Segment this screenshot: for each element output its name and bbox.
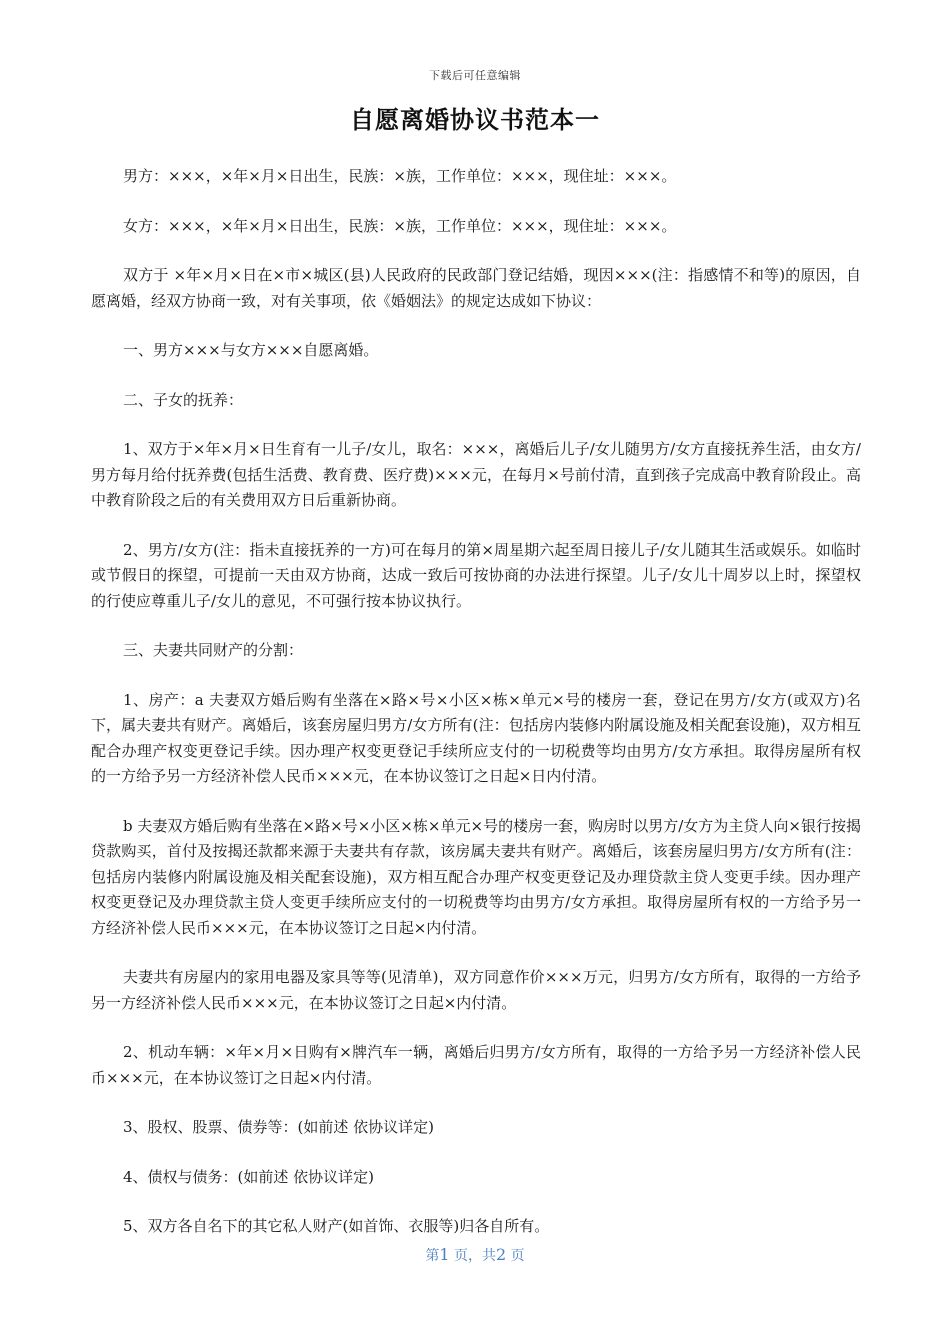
footer-prefix: 第 [425, 1248, 440, 1264]
header-note: 下载后可任意编辑 [429, 69, 521, 82]
paragraph-clause-3-heading: 三、夫妻共同财产的分割： [123, 641, 304, 659]
paragraph-clause-2-heading: 二、子女的抚养： [123, 390, 244, 409]
footer-suffix: 页 [506, 1248, 525, 1264]
paragraph-personal-property: 5、双方各自名下的其它私人财产(如首饰、衣服等)归各自所有。 [123, 1217, 550, 1235]
document-body [91, 164, 861, 1264]
total-pages-number: 2 [496, 1245, 507, 1264]
paragraph-visitation: 2、男方/女方(注：指未直接抚养的一方)可在每月的第×周星期六起至周日接儿子/女儿随其生活或娱乐。如临时或节假日的探望，可提前一天由双方协商，达成一致后可按协商的办法进行探望。儿子/女儿十周岁以上时，探望权的行使应尊重儿子/女儿的意见，不可强行按本协议执行。 [91, 540, 861, 610]
paragraph-vehicle: 2、机动车辆：×年×月×日购有×牌汽车一辆，离婚后归男方/女方所有，取得的一方给予另一方经济补偿人民币×××元，在本协议签订之日起×内付清。 [91, 1043, 861, 1087]
document-title: 自愿离婚协议书范本一 [350, 106, 600, 134]
footer-middle: 页，共 [449, 1248, 496, 1264]
paragraph-securities: 3、股权、股票、债券等：(如前述 依协议详定) [123, 1118, 435, 1136]
paragraph-wife-info: 女方：×××，×年×月×日出生，民族：×族，工作单位：×××，现住址：×××。 [123, 216, 677, 235]
paragraph-property-a: 1、房产：a 夫妻双方婚后购有坐落在×路×号×小区×栋×单元×号的楼房一套，登记在男方/女方(或双方)名下，属夫妻共有财产。离婚后，该套房屋归男方/女方所有(注：包括房内装修内附属设施及相关配套设施)，双方相互配合办理产权变更登记手续。因办理产权变更登记手续所应支付的一切税费等均由男方/女方承担。取得房屋所有权的一方给予另一方经济补偿人民币×××元，在本协议签订之日起×日内付清。 [91, 690, 861, 785]
paragraph-preamble: 双方于 ×年×月×日在×市×城区(县)人民政府的民政部门登记结婚，现因×××(注：指感情不和等)的原因，自愿离婚，经双方协商一致，对有关事项，依《婚姻法》的规定达成如下协议： [91, 266, 861, 310]
paragraph-clause-1: 一、男方×××与女方×××自愿离婚。 [123, 341, 379, 359]
current-page-number: 1 [439, 1245, 450, 1264]
paragraph-property-b: b 夫妻双方婚后购有坐落在×路×号×小区×栋×单元×号的楼房一套，购房时以男方/女方为主贷人向×银行按揭贷款购买，首付及按揭还款都来源于夫妻共有存款，该房属夫妻共有财产。离婚后，该套房屋归男方/女方所有(注：包括房内装修内附属设施及相关配套设施)，双方相互配合办理产权变更登记及办理贷款主贷人变更手续。因办理产权变更登记及办理贷款主贷人变更手续所应支付的一切税费等均由男方/女方承担。取得房屋所有权的一方给予另一方经济补偿人民币×××元，在本协议签订之日起×内付清。 [91, 816, 861, 937]
paragraph-household-items: 夫妻共有房屋内的家用电器及家具等等(见清单)，双方同意作价×××万元，归男方/女方所有，取得的一方给予另一方经济补偿人民币×××元，在本协议签订之日起×内付清。 [91, 968, 861, 1012]
page-footer [0, 1245, 950, 1265]
paragraph-child-custody: 1、双方于×年×月×日生育有一儿子/女儿，取名：×××，离婚后儿子/女儿随男方/女方直接抚养生活，由女方/男方每月给付抚养费(包括生活费、教育费、医疗费)×××元，在每月×号前付清，直到孩子完成高中教育阶段止。高中教育阶段之后的有关费用双方日后重新协商。 [91, 440, 861, 509]
paragraph-debts: 4、债权与债务：(如前述 依协议详定) [123, 1167, 375, 1186]
paragraph-husband-info: 男方：×××，×年×月×日出生，民族：×族，工作单位：×××，现住址：×××。 [123, 167, 677, 185]
